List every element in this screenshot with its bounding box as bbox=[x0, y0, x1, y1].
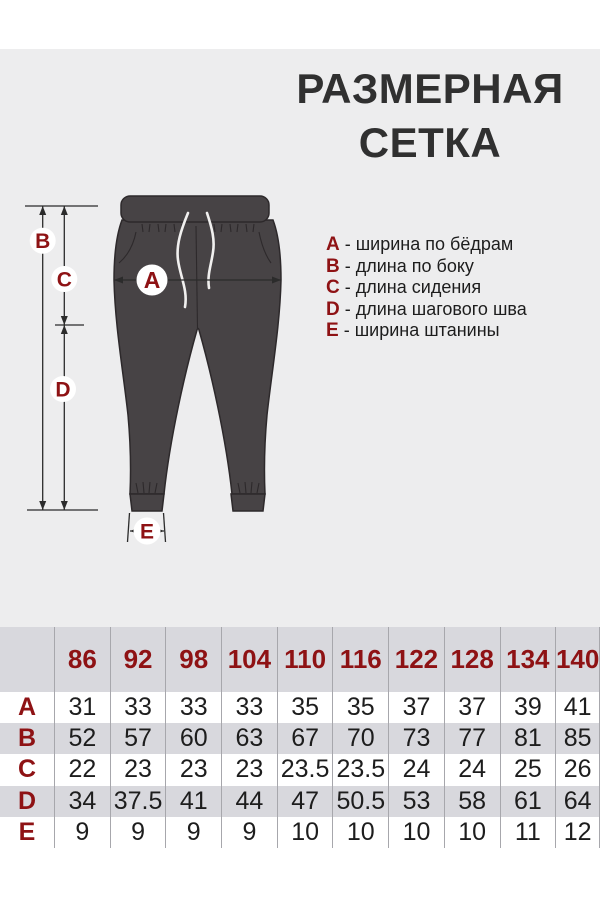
page-title bbox=[258, 62, 600, 170]
size-value: 10 bbox=[445, 817, 501, 848]
label-a: A bbox=[143, 267, 161, 294]
size-value: 81 bbox=[501, 723, 557, 754]
label-e: E bbox=[139, 520, 155, 544]
legend-text-a: - ширина по бёдрам bbox=[344, 234, 514, 254]
size-value: 52 bbox=[55, 723, 111, 754]
legend-letter-a: A bbox=[326, 234, 340, 255]
size-column-header: 110 bbox=[278, 627, 334, 692]
label-c: C bbox=[56, 268, 72, 292]
size-column-header: 86 bbox=[55, 627, 111, 692]
size-value: 26 bbox=[556, 754, 600, 785]
size-value: 47 bbox=[278, 786, 334, 817]
size-value: 22 bbox=[55, 754, 111, 785]
size-value: 34 bbox=[55, 786, 111, 817]
e-extension-left bbox=[128, 513, 130, 542]
size-value: 64 bbox=[556, 786, 600, 817]
size-value: 9 bbox=[111, 817, 167, 848]
size-column-header: 92 bbox=[111, 627, 167, 692]
size-value: 11 bbox=[501, 817, 557, 848]
size-value: 23 bbox=[166, 754, 222, 785]
size-value: 24 bbox=[389, 754, 445, 785]
table-corner-cell bbox=[0, 627, 55, 692]
size-value: 9 bbox=[166, 817, 222, 848]
size-value: 9 bbox=[55, 817, 111, 848]
size-value: 70 bbox=[333, 723, 389, 754]
size-value: 85 bbox=[556, 723, 600, 754]
legend-text-b: - длина по боку bbox=[344, 255, 474, 276]
size-value: 33 bbox=[111, 692, 167, 723]
size-value: 24 bbox=[445, 754, 501, 785]
legend-item-d bbox=[326, 299, 596, 321]
legend-item-a bbox=[326, 234, 596, 256]
size-value: 41 bbox=[556, 692, 600, 723]
waistband bbox=[121, 196, 269, 222]
size-column-header: 140 bbox=[556, 627, 600, 692]
size-value: 25 bbox=[501, 754, 557, 785]
row-label: B bbox=[0, 723, 55, 754]
measurement-legend bbox=[326, 234, 596, 342]
size-column-header: 128 bbox=[445, 627, 501, 692]
label-d: D bbox=[55, 378, 71, 402]
size-value: 57 bbox=[111, 723, 167, 754]
legend-letter-c: C bbox=[326, 277, 340, 299]
size-value: 35 bbox=[278, 692, 334, 723]
size-value: 67 bbox=[278, 723, 334, 754]
page-title-line2: СЕТКА bbox=[358, 119, 502, 166]
legend-letter-d: D bbox=[326, 298, 340, 320]
size-value: 41 bbox=[166, 786, 222, 817]
size-value: 35 bbox=[333, 692, 389, 723]
legend-item-e bbox=[326, 320, 596, 342]
size-value: 10 bbox=[333, 817, 389, 848]
size-value: 39 bbox=[501, 692, 557, 723]
size-value: 31 bbox=[55, 692, 111, 723]
legend-letter-e: E bbox=[326, 320, 339, 342]
size-value: 37 bbox=[389, 692, 445, 723]
size-value: 10 bbox=[389, 817, 445, 848]
size-value: 50.5 bbox=[333, 786, 389, 817]
size-value: 23.5 bbox=[278, 754, 334, 785]
size-value: 77 bbox=[445, 723, 501, 754]
size-value: 23 bbox=[222, 754, 278, 785]
size-value: 53 bbox=[389, 786, 445, 817]
size-value: 23.5 bbox=[333, 754, 389, 785]
size-value: 37 bbox=[445, 692, 501, 723]
size-column-header: 116 bbox=[333, 627, 389, 692]
size-value: 33 bbox=[166, 692, 222, 723]
legend-item-b bbox=[326, 256, 596, 278]
page-title-line1: РАЗМЕРНАЯ bbox=[296, 65, 564, 112]
size-value: 44 bbox=[222, 786, 278, 817]
row-label: E bbox=[0, 817, 55, 848]
label-b: B bbox=[35, 230, 51, 254]
pants-diagram bbox=[0, 180, 320, 575]
size-value: 37.5 bbox=[111, 786, 167, 817]
legend-text-d: - длина шагового шва bbox=[344, 298, 527, 319]
size-value: 61 bbox=[501, 786, 557, 817]
size-value: 9 bbox=[222, 817, 278, 848]
e-extension-right bbox=[164, 513, 166, 542]
row-label: C bbox=[0, 754, 55, 785]
legend-text-e: - ширина штанины bbox=[343, 320, 500, 341]
pants-body bbox=[114, 220, 281, 494]
row-label: A bbox=[0, 692, 55, 723]
pants-drawing bbox=[114, 196, 281, 511]
size-value: 23 bbox=[111, 754, 167, 785]
size-value: 73 bbox=[389, 723, 445, 754]
legend-letter-b: B bbox=[326, 255, 340, 277]
left-cuff bbox=[130, 494, 164, 511]
size-table bbox=[0, 627, 600, 848]
size-value: 12 bbox=[556, 817, 600, 848]
row-label: D bbox=[0, 786, 55, 817]
size-column-header: 98 bbox=[166, 627, 222, 692]
size-value: 58 bbox=[445, 786, 501, 817]
size-value: 63 bbox=[222, 723, 278, 754]
legend-item-c bbox=[326, 277, 596, 299]
size-value: 33 bbox=[222, 692, 278, 723]
right-cuff bbox=[231, 494, 265, 511]
size-column-header: 134 bbox=[501, 627, 557, 692]
legend-text-c: - длина сидения bbox=[344, 277, 482, 298]
size-value: 60 bbox=[166, 723, 222, 754]
size-value: 10 bbox=[278, 817, 334, 848]
size-column-header: 104 bbox=[222, 627, 278, 692]
size-column-header: 122 bbox=[389, 627, 445, 692]
